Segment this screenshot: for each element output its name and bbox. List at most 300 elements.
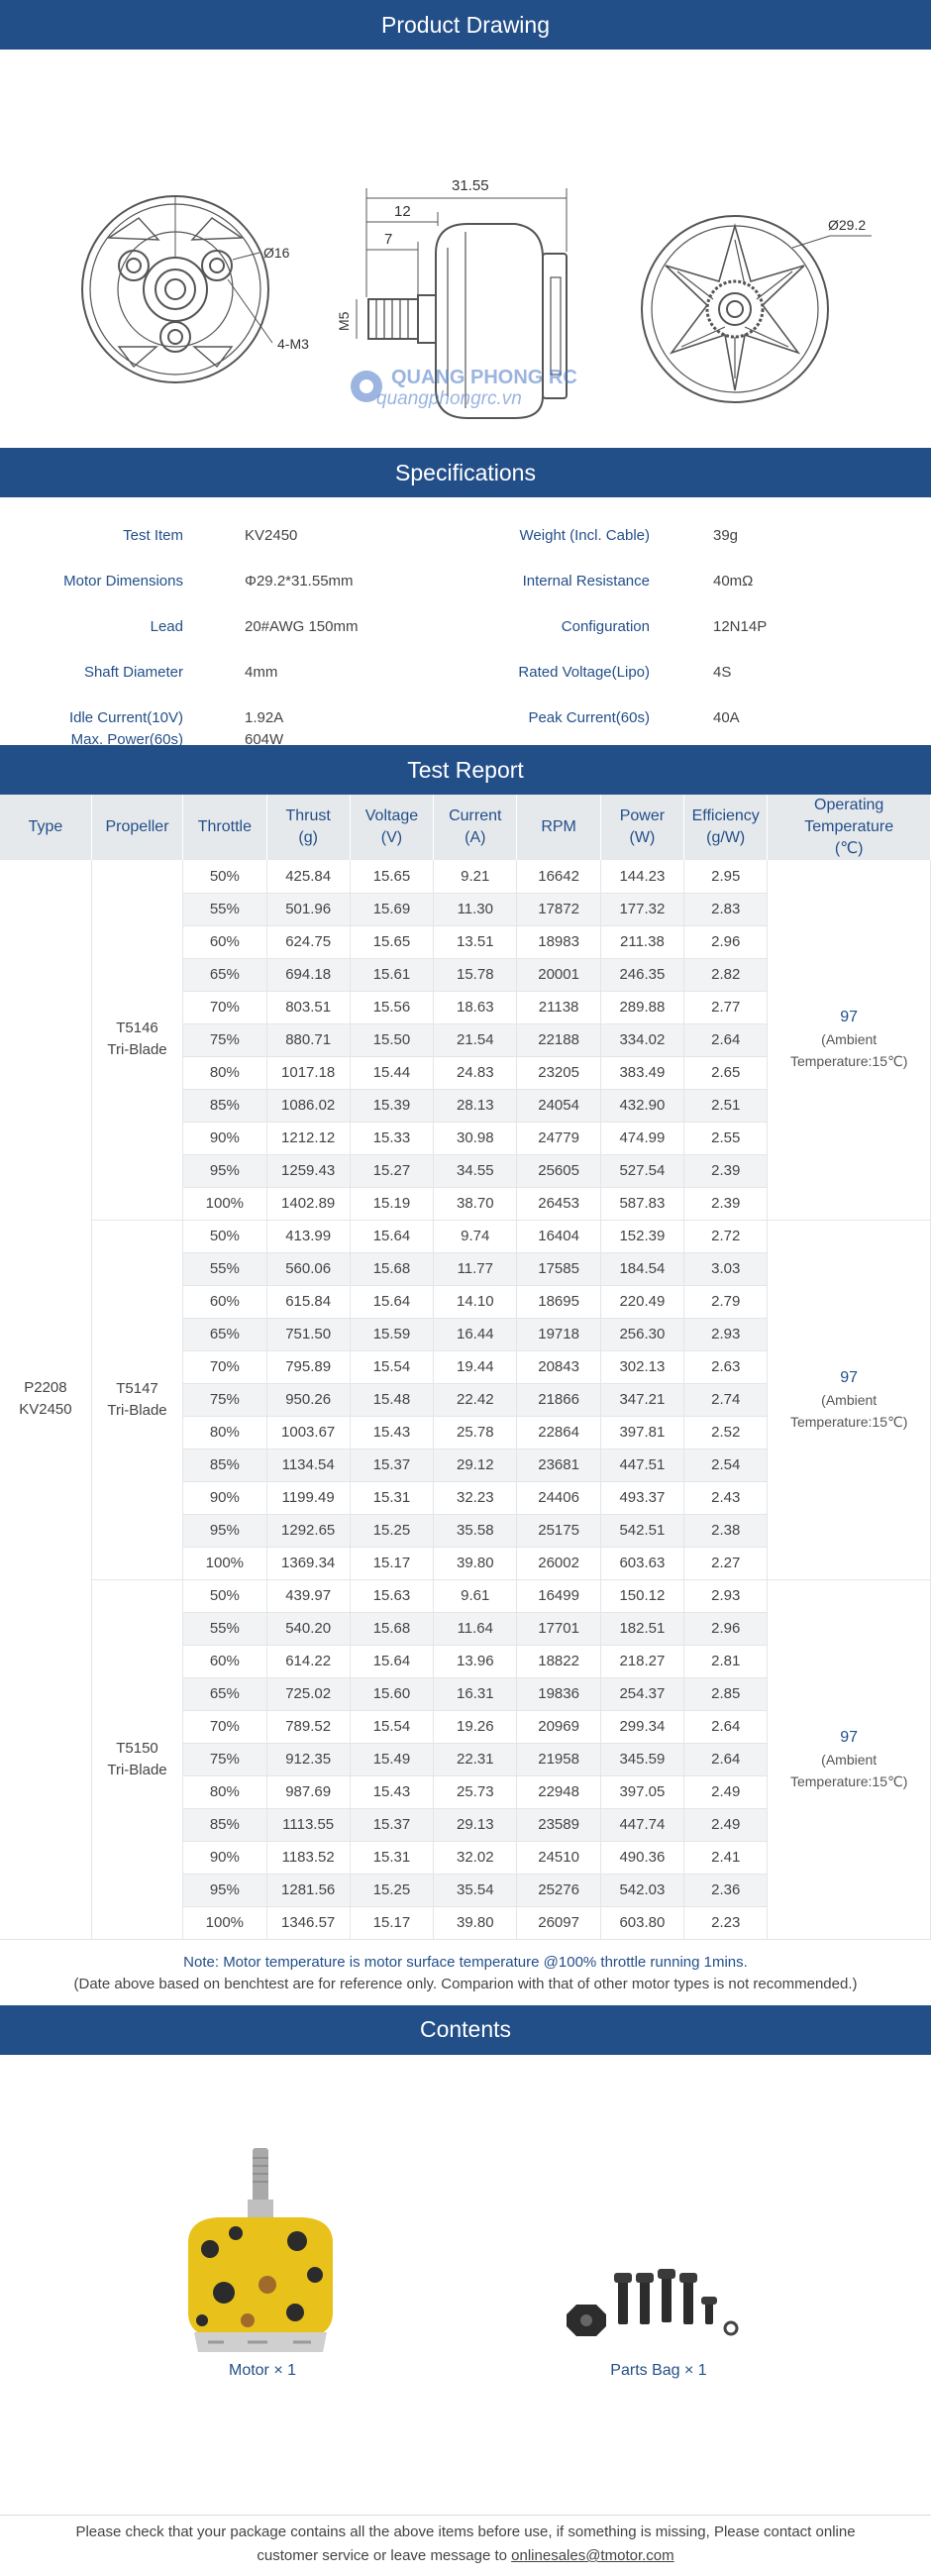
table-cell: 15.63 bbox=[350, 1579, 433, 1612]
section-title: Contents bbox=[419, 2016, 512, 2042]
table-cell: 15.33 bbox=[350, 1122, 433, 1154]
table-cell: 15.39 bbox=[350, 1089, 433, 1122]
section-title: Test Report bbox=[407, 756, 524, 783]
table-cell: 3.03 bbox=[684, 1252, 768, 1285]
motor-bottom-view bbox=[82, 196, 272, 382]
column-header: Operating Temperature (℃) bbox=[768, 795, 931, 860]
table-cell: 211.38 bbox=[600, 925, 683, 958]
table-cell: 85% bbox=[183, 1089, 266, 1122]
table-cell: 15.65 bbox=[350, 860, 433, 893]
table-cell: 19.26 bbox=[434, 1710, 517, 1743]
table-cell: 38.70 bbox=[434, 1187, 517, 1220]
table-cell: 912.35 bbox=[266, 1743, 350, 1775]
table-cell: 1292.65 bbox=[266, 1514, 350, 1547]
column-header: Power (W) bbox=[600, 795, 683, 860]
table-cell: 9.74 bbox=[434, 1220, 517, 1252]
package-contents bbox=[0, 2055, 931, 2451]
spec-value: 12N14P bbox=[713, 618, 768, 635]
note-line-2: (Date above based on benchtest are for reference only. Comparion with that of other motor types is not recommended.) bbox=[73, 1975, 858, 1992]
section-header-contents bbox=[0, 2005, 931, 2055]
table-cell: 20001 bbox=[517, 958, 600, 991]
table-cell: 80% bbox=[183, 1416, 266, 1449]
table-cell: 26453 bbox=[517, 1187, 600, 1220]
table-cell: 603.80 bbox=[600, 1906, 683, 1939]
table-cell: 15.60 bbox=[350, 1677, 433, 1710]
dim-d16: Ø16 bbox=[263, 245, 290, 261]
table-cell: 1259.43 bbox=[266, 1154, 350, 1187]
table-cell: 55% bbox=[183, 893, 266, 925]
spec-label: Lead bbox=[150, 618, 183, 635]
table-cell: 17585 bbox=[517, 1252, 600, 1285]
table-cell: 152.39 bbox=[600, 1220, 683, 1252]
column-header: Throttle bbox=[183, 795, 266, 860]
table-cell: 177.32 bbox=[600, 893, 683, 925]
table-cell: 2.39 bbox=[684, 1187, 768, 1220]
table-cell: 28.13 bbox=[434, 1089, 517, 1122]
table-cell: 15.31 bbox=[350, 1841, 433, 1874]
table-cell: 100% bbox=[183, 1547, 266, 1579]
section-title: Product Drawing bbox=[380, 11, 551, 38]
table-cell: 1199.49 bbox=[266, 1481, 350, 1514]
table-cell: 30.98 bbox=[434, 1122, 517, 1154]
table-cell: 2.95 bbox=[684, 860, 768, 893]
footer-note bbox=[0, 2521, 931, 2568]
table-cell: 15.19 bbox=[350, 1187, 433, 1220]
table-cell: 15.68 bbox=[350, 1252, 433, 1285]
table-cell: 2.52 bbox=[684, 1416, 768, 1449]
table-cell: 1183.52 bbox=[266, 1841, 350, 1874]
table-cell: 22.42 bbox=[434, 1383, 517, 1416]
motor-caption: Motor × 1 bbox=[228, 2361, 297, 2379]
table-cell: 542.03 bbox=[600, 1874, 683, 1906]
table-cell: 560.06 bbox=[266, 1252, 350, 1285]
table-cell: 425.84 bbox=[266, 860, 350, 893]
table-cell: 11.64 bbox=[434, 1612, 517, 1645]
table-cell: 60% bbox=[183, 1645, 266, 1677]
spec-value: 4S bbox=[713, 664, 732, 681]
table-cell: 751.50 bbox=[266, 1318, 350, 1350]
section-header-specs bbox=[0, 448, 931, 497]
spec-value: Φ29.2*31.55mm bbox=[245, 573, 354, 590]
table-cell: 15.54 bbox=[350, 1350, 433, 1383]
table-cell: 540.20 bbox=[266, 1612, 350, 1645]
spec-label: Weight (Incl. Cable) bbox=[519, 527, 650, 544]
table-cell: 21958 bbox=[517, 1743, 600, 1775]
table-cell: 75% bbox=[183, 1743, 266, 1775]
table-cell: 587.83 bbox=[600, 1187, 683, 1220]
dim-4m3: 4-M3 bbox=[277, 336, 309, 352]
table-cell: 725.02 bbox=[266, 1677, 350, 1710]
table-cell: 29.13 bbox=[434, 1808, 517, 1841]
table-cell: 615.84 bbox=[266, 1285, 350, 1318]
table-cell: 15.25 bbox=[350, 1514, 433, 1547]
table-cell: 1003.67 bbox=[266, 1416, 350, 1449]
table-cell: 2.51 bbox=[684, 1089, 768, 1122]
table-cell: 2.93 bbox=[684, 1318, 768, 1350]
table-cell: 15.59 bbox=[350, 1318, 433, 1350]
table-cell: 603.63 bbox=[600, 1547, 683, 1579]
table-cell: 85% bbox=[183, 1449, 266, 1481]
table-cell: 2.85 bbox=[684, 1677, 768, 1710]
table-cell: 15.49 bbox=[350, 1743, 433, 1775]
table-cell: 15.61 bbox=[350, 958, 433, 991]
table-cell: 15.31 bbox=[350, 1481, 433, 1514]
table-cell: 2.43 bbox=[684, 1481, 768, 1514]
table-cell: 60% bbox=[183, 925, 266, 958]
spec-label: Configuration bbox=[561, 618, 650, 635]
table-cell: 15.27 bbox=[350, 1154, 433, 1187]
table-cell: 25.73 bbox=[434, 1775, 517, 1808]
table-cell: 21.54 bbox=[434, 1023, 517, 1056]
table-cell: 20969 bbox=[517, 1710, 600, 1743]
spec-label: Shaft Diameter bbox=[83, 664, 183, 681]
table-cell: 256.30 bbox=[600, 1318, 683, 1350]
dim-d292: Ø29.2 bbox=[828, 217, 867, 233]
ambient-note: (Ambient Temperature:15℃) bbox=[789, 1031, 908, 1070]
table-cell: 2.72 bbox=[684, 1220, 768, 1252]
table-cell: 39.80 bbox=[434, 1547, 517, 1579]
spec-label: Internal Resistance bbox=[522, 573, 650, 590]
spec-row bbox=[0, 612, 931, 642]
table-cell: 90% bbox=[183, 1841, 266, 1874]
table-cell: 2.64 bbox=[684, 1023, 768, 1056]
table-cell: 34.55 bbox=[434, 1154, 517, 1187]
table-row bbox=[0, 1579, 931, 1612]
spec-value: 4mm bbox=[245, 664, 278, 681]
temperature-value: 97 bbox=[840, 1368, 859, 1386]
table-cell: 14.10 bbox=[434, 1285, 517, 1318]
table-cell: 19836 bbox=[517, 1677, 600, 1710]
table-cell: 35.58 bbox=[434, 1514, 517, 1547]
column-header: Type bbox=[0, 795, 91, 860]
table-cell: 16404 bbox=[517, 1220, 600, 1252]
table-cell: 1369.34 bbox=[266, 1547, 350, 1579]
table-cell: 15.43 bbox=[350, 1416, 433, 1449]
table-cell: 65% bbox=[183, 1677, 266, 1710]
motor-top-view bbox=[642, 216, 872, 402]
table-cell: 16.31 bbox=[434, 1677, 517, 1710]
table-cell: 80% bbox=[183, 1775, 266, 1808]
table-cell: 23589 bbox=[517, 1808, 600, 1841]
report-note bbox=[0, 1940, 931, 2005]
table-cell: 50% bbox=[183, 1579, 266, 1612]
table-cell: 11.77 bbox=[434, 1252, 517, 1285]
spec-row bbox=[0, 725, 931, 755]
table-row bbox=[0, 860, 931, 893]
table-cell: 493.37 bbox=[600, 1481, 683, 1514]
table-cell: 2.74 bbox=[684, 1383, 768, 1416]
table-cell: 880.71 bbox=[266, 1023, 350, 1056]
table-cell: 32.23 bbox=[434, 1481, 517, 1514]
table-cell: 413.99 bbox=[266, 1220, 350, 1252]
operating-temperature bbox=[768, 860, 931, 1220]
table-cell: 19.44 bbox=[434, 1350, 517, 1383]
watermark-url: quangphongrc.vn bbox=[376, 388, 522, 409]
footer-line-2 bbox=[0, 2544, 931, 2568]
table-cell: 542.51 bbox=[600, 1514, 683, 1547]
table-cell: 22188 bbox=[517, 1023, 600, 1056]
table-cell: 347.21 bbox=[600, 1383, 683, 1416]
table-cell: 23205 bbox=[517, 1056, 600, 1089]
table-cell: 65% bbox=[183, 1318, 266, 1350]
table-cell: 299.34 bbox=[600, 1710, 683, 1743]
table-cell: 60% bbox=[183, 1285, 266, 1318]
table-cell: 75% bbox=[183, 1023, 266, 1056]
table-cell: 25276 bbox=[517, 1874, 600, 1906]
table-cell: 789.52 bbox=[266, 1710, 350, 1743]
table-cell: 987.69 bbox=[266, 1775, 350, 1808]
technical-drawing bbox=[0, 50, 931, 448]
table-cell: 55% bbox=[183, 1252, 266, 1285]
table-cell: 2.54 bbox=[684, 1449, 768, 1481]
table-cell: 16.44 bbox=[434, 1318, 517, 1350]
table-cell: 15.78 bbox=[434, 958, 517, 991]
table-cell: 80% bbox=[183, 1056, 266, 1089]
table-cell: 2.79 bbox=[684, 1285, 768, 1318]
table-cell: 15.37 bbox=[350, 1808, 433, 1841]
table-cell: 9.61 bbox=[434, 1579, 517, 1612]
table-cell: 950.26 bbox=[266, 1383, 350, 1416]
table-cell: 18.63 bbox=[434, 991, 517, 1023]
temperature-value: 97 bbox=[840, 1009, 859, 1026]
note-line-1: Note: Motor temperature is motor surface temperature @100% throttle running 1mins. bbox=[183, 1953, 748, 1971]
column-header: Current (A) bbox=[434, 795, 517, 860]
table-cell: 490.36 bbox=[600, 1841, 683, 1874]
table-cell: 15.17 bbox=[350, 1906, 433, 1939]
table-cell: 26097 bbox=[517, 1906, 600, 1939]
table-cell: 95% bbox=[183, 1154, 266, 1187]
table-cell: 55% bbox=[183, 1612, 266, 1645]
table-cell: 29.12 bbox=[434, 1449, 517, 1481]
table-cell: 39.80 bbox=[434, 1906, 517, 1939]
table-cell: 22.31 bbox=[434, 1743, 517, 1775]
table-cell: 70% bbox=[183, 991, 266, 1023]
parts-bag-caption: Parts Bag × 1 bbox=[610, 2361, 707, 2379]
spec-label: Rated Voltage(Lipo) bbox=[518, 664, 650, 681]
table-cell: 2.64 bbox=[684, 1710, 768, 1743]
spec-value: KV2450 bbox=[245, 527, 298, 544]
table-cell: 25175 bbox=[517, 1514, 600, 1547]
table-cell: 75% bbox=[183, 1383, 266, 1416]
footer-line-1: Please check that your package contains all the above items before use, if something is missing, Please contact online bbox=[75, 2523, 856, 2540]
table-cell: 246.35 bbox=[600, 958, 683, 991]
section-title: Specifications bbox=[395, 459, 536, 485]
table-cell: 24406 bbox=[517, 1481, 600, 1514]
table-cell: 2.65 bbox=[684, 1056, 768, 1089]
table-cell: 17872 bbox=[517, 893, 600, 925]
table-cell: 2.83 bbox=[684, 893, 768, 925]
table-cell: 447.51 bbox=[600, 1449, 683, 1481]
table-row bbox=[0, 1220, 931, 1252]
table-cell: 15.43 bbox=[350, 1775, 433, 1808]
table-cell: 70% bbox=[183, 1350, 266, 1383]
table-cell: 2.77 bbox=[684, 991, 768, 1023]
footer-divider bbox=[0, 2515, 931, 2516]
spec-row bbox=[0, 521, 931, 551]
product-drawing bbox=[0, 50, 931, 448]
table-cell: 9.21 bbox=[434, 860, 517, 893]
table-cell: 1346.57 bbox=[266, 1906, 350, 1939]
propeller-name: T5146 Tri-Blade bbox=[91, 860, 182, 1220]
column-header: Efficiency (g/W) bbox=[684, 795, 768, 860]
table-cell: 15.56 bbox=[350, 991, 433, 1023]
table-cell: 20843 bbox=[517, 1350, 600, 1383]
dim-12: 12 bbox=[394, 203, 411, 220]
table-cell: 15.68 bbox=[350, 1612, 433, 1645]
dim-7: 7 bbox=[384, 231, 393, 248]
contents-illustration bbox=[0, 2055, 931, 2382]
spec-row bbox=[0, 567, 931, 596]
test-report-table bbox=[0, 795, 931, 1940]
table-cell: 383.49 bbox=[600, 1056, 683, 1089]
footer-text: customer service or leave message to bbox=[257, 2547, 507, 2564]
table-cell: 694.18 bbox=[266, 958, 350, 991]
table-cell: 184.54 bbox=[600, 1252, 683, 1285]
table-cell: 15.69 bbox=[350, 893, 433, 925]
spec-value: 1.92A bbox=[245, 709, 284, 726]
motor-type: P2208 KV2450 bbox=[0, 860, 91, 1939]
table-cell: 1212.12 bbox=[266, 1122, 350, 1154]
table-cell: 90% bbox=[183, 1122, 266, 1154]
table-cell: 1017.18 bbox=[266, 1056, 350, 1089]
table-cell: 16499 bbox=[517, 1579, 600, 1612]
table-cell: 25.78 bbox=[434, 1416, 517, 1449]
table-cell: 15.37 bbox=[350, 1449, 433, 1481]
table-cell: 32.02 bbox=[434, 1841, 517, 1874]
table-cell: 2.27 bbox=[684, 1547, 768, 1579]
table-cell: 2.38 bbox=[684, 1514, 768, 1547]
motor-image bbox=[188, 2148, 333, 2352]
table-cell: 15.25 bbox=[350, 1874, 433, 1906]
table-cell: 65% bbox=[183, 958, 266, 991]
table-cell: 2.82 bbox=[684, 958, 768, 991]
table-cell: 21138 bbox=[517, 991, 600, 1023]
table-cell: 2.39 bbox=[684, 1154, 768, 1187]
table-cell: 50% bbox=[183, 860, 266, 893]
spec-label: Test Item bbox=[123, 527, 183, 544]
operating-temperature bbox=[768, 1220, 931, 1579]
table-cell: 1281.56 bbox=[266, 1874, 350, 1906]
table-cell: 2.23 bbox=[684, 1906, 768, 1939]
table-cell: 302.13 bbox=[600, 1350, 683, 1383]
table-cell: 22948 bbox=[517, 1775, 600, 1808]
table-cell: 15.64 bbox=[350, 1285, 433, 1318]
table-cell: 90% bbox=[183, 1481, 266, 1514]
table-cell: 15.50 bbox=[350, 1023, 433, 1056]
table-cell: 144.23 bbox=[600, 860, 683, 893]
table-cell: 23681 bbox=[517, 1449, 600, 1481]
table-cell: 24779 bbox=[517, 1122, 600, 1154]
temperature-value: 97 bbox=[840, 1728, 859, 1746]
column-header: Voltage (V) bbox=[350, 795, 433, 860]
table-cell: 22864 bbox=[517, 1416, 600, 1449]
table-cell: 2.49 bbox=[684, 1808, 768, 1841]
column-header: Thrust (g) bbox=[266, 795, 350, 860]
table-cell: 95% bbox=[183, 1514, 266, 1547]
table-cell: 24.83 bbox=[434, 1056, 517, 1089]
table-cell: 15.54 bbox=[350, 1710, 433, 1743]
propeller-name: T5147 Tri-Blade bbox=[91, 1220, 182, 1579]
spec-value: 20#AWG 150mm bbox=[245, 618, 359, 635]
table-cell: 2.36 bbox=[684, 1874, 768, 1906]
table-cell: 2.63 bbox=[684, 1350, 768, 1383]
ambient-note: (Ambient Temperature:15℃) bbox=[789, 1751, 908, 1789]
section-header-drawing bbox=[0, 0, 931, 50]
table-cell: 397.05 bbox=[600, 1775, 683, 1808]
table-cell: 334.02 bbox=[600, 1023, 683, 1056]
table-cell: 2.41 bbox=[684, 1841, 768, 1874]
spec-value: 39g bbox=[713, 527, 739, 544]
table-cell: 16642 bbox=[517, 860, 600, 893]
table-cell: 182.51 bbox=[600, 1612, 683, 1645]
table-cell: 26002 bbox=[517, 1547, 600, 1579]
table-cell: 2.81 bbox=[684, 1645, 768, 1677]
table-cell: 50% bbox=[183, 1220, 266, 1252]
table-cell: 2.55 bbox=[684, 1122, 768, 1154]
table-cell: 15.17 bbox=[350, 1547, 433, 1579]
column-header: RPM bbox=[517, 795, 600, 860]
table-cell: 220.49 bbox=[600, 1285, 683, 1318]
parts-bag-image bbox=[567, 2269, 737, 2336]
ambient-note: (Ambient Temperature:15℃) bbox=[789, 1391, 908, 1430]
table-cell: 1113.55 bbox=[266, 1808, 350, 1841]
spec-label: Idle Current(10V) bbox=[68, 709, 183, 726]
spec-label: Peak Current(60s) bbox=[528, 709, 650, 726]
table-cell: 24510 bbox=[517, 1841, 600, 1874]
table-cell: 289.88 bbox=[600, 991, 683, 1023]
table-cell: 2.93 bbox=[684, 1579, 768, 1612]
spec-value: 40mΩ bbox=[713, 573, 754, 590]
table-cell: 397.81 bbox=[600, 1416, 683, 1449]
table-cell: 11.30 bbox=[434, 893, 517, 925]
table-cell: 35.54 bbox=[434, 1874, 517, 1906]
dim-m5: M5 bbox=[336, 311, 352, 331]
table-cell: 795.89 bbox=[266, 1350, 350, 1383]
specifications bbox=[0, 497, 931, 748]
table-cell: 218.27 bbox=[600, 1645, 683, 1677]
table-cell: 2.64 bbox=[684, 1743, 768, 1775]
table-cell: 18983 bbox=[517, 925, 600, 958]
table-cell: 2.49 bbox=[684, 1775, 768, 1808]
table-cell: 447.74 bbox=[600, 1808, 683, 1841]
table-cell: 614.22 bbox=[266, 1645, 350, 1677]
table-header-row bbox=[0, 795, 931, 860]
table-cell: 501.96 bbox=[266, 893, 350, 925]
table-cell: 439.97 bbox=[266, 1579, 350, 1612]
table-cell: 527.54 bbox=[600, 1154, 683, 1187]
table-cell: 803.51 bbox=[266, 991, 350, 1023]
table-cell: 17701 bbox=[517, 1612, 600, 1645]
table-cell: 345.59 bbox=[600, 1743, 683, 1775]
spec-label: Max. Power(60s) bbox=[70, 731, 183, 748]
table-cell: 100% bbox=[183, 1906, 266, 1939]
table-cell: 1134.54 bbox=[266, 1449, 350, 1481]
spec-row bbox=[0, 658, 931, 688]
table-cell: 13.96 bbox=[434, 1645, 517, 1677]
table-cell: 432.90 bbox=[600, 1089, 683, 1122]
email-link[interactable]: onlinesales@tmotor.com bbox=[511, 2547, 674, 2564]
table-cell: 24054 bbox=[517, 1089, 600, 1122]
table-cell: 1086.02 bbox=[266, 1089, 350, 1122]
watermark-text: QUANG PHONG RC bbox=[391, 367, 577, 388]
operating-temperature bbox=[768, 1579, 931, 1939]
table-cell: 624.75 bbox=[266, 925, 350, 958]
table-cell: 100% bbox=[183, 1187, 266, 1220]
table-cell: 25605 bbox=[517, 1154, 600, 1187]
table-cell: 95% bbox=[183, 1874, 266, 1906]
table-cell: 15.48 bbox=[350, 1383, 433, 1416]
spec-value: 40A bbox=[713, 709, 740, 726]
